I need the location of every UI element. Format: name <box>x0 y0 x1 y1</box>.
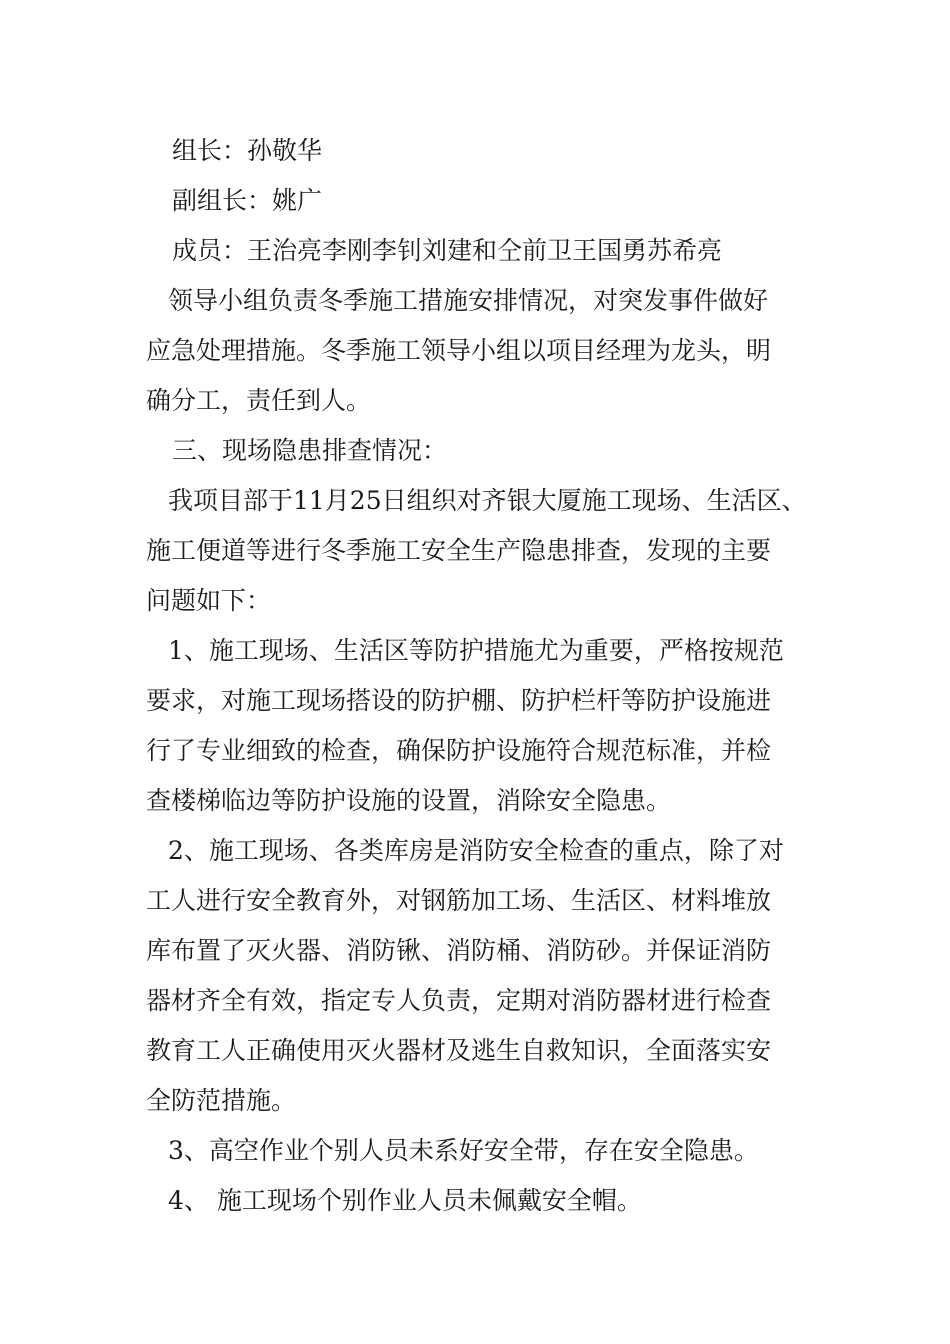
list-item-line: 4、 施工现场个别作业人员未佩戴安全帽。 <box>168 1186 642 1215</box>
paragraph-line: 领导小组负责冬季施工措施安排情况，对突发事件做好 <box>168 286 769 315</box>
paragraph-line: 问题如下： <box>146 586 272 615</box>
list-item-line: 1、施工现场、生活区等防护措施尤为重要，严格按规范 <box>168 636 784 665</box>
paragraph-line: 施工便道等进行冬季施工安全生产隐患排查，发现的主要 <box>146 536 772 565</box>
document-body <box>146 126 826 1226</box>
paragraph-line: 确分工，责任到人。 <box>146 386 372 415</box>
list-item-line: 行了专业细致的检查，确保防护设施符合规范标准，并检 <box>146 736 772 765</box>
paragraph-line: 我项目部于11月25日组织对齐银大厦施工现场、生活区、 <box>168 486 807 515</box>
list-item-line: 工人进行安全教育外，对钢筋加工场、生活区、材料堆放 <box>146 886 772 915</box>
team-leader-line: 组长：孙敬华 <box>172 136 323 165</box>
list-item-line: 2、施工现场、各类库房是消防安全检查的重点，除了对 <box>168 836 784 865</box>
list-item-line: 要求，对施工现场搭设的防护棚、防护栏杆等防护设施进 <box>146 686 772 715</box>
list-item-line: 全防范措施。 <box>146 1086 297 1115</box>
list-item-line: 3、高空作业个别人员未系好安全带，存在安全隐患。 <box>168 1136 759 1165</box>
members-line: 成员：王治亮李刚李钊刘建和仝前卫王国勇苏希亮 <box>172 236 723 265</box>
list-item-line: 器材齐全有效，指定专人负责，定期对消防器材进行检查 <box>146 986 772 1015</box>
deputy-leader-line: 副组长：姚广 <box>172 186 323 215</box>
list-item-line: 教育工人正确使用灭火器材及逃生自救知识，全面落实安 <box>146 1036 772 1065</box>
section-heading: 三、现场隐患排查情况： <box>172 436 448 465</box>
list-item-line: 库布置了灭火器、消防锹、消防桶、消防砂。并保证消防 <box>146 936 772 965</box>
list-item-line: 查楼梯临边等防护设施的设置，消除安全隐患。 <box>146 786 672 815</box>
paragraph-line: 应急处理措施。冬季施工领导小组以项目经理为龙头，明 <box>146 336 772 365</box>
